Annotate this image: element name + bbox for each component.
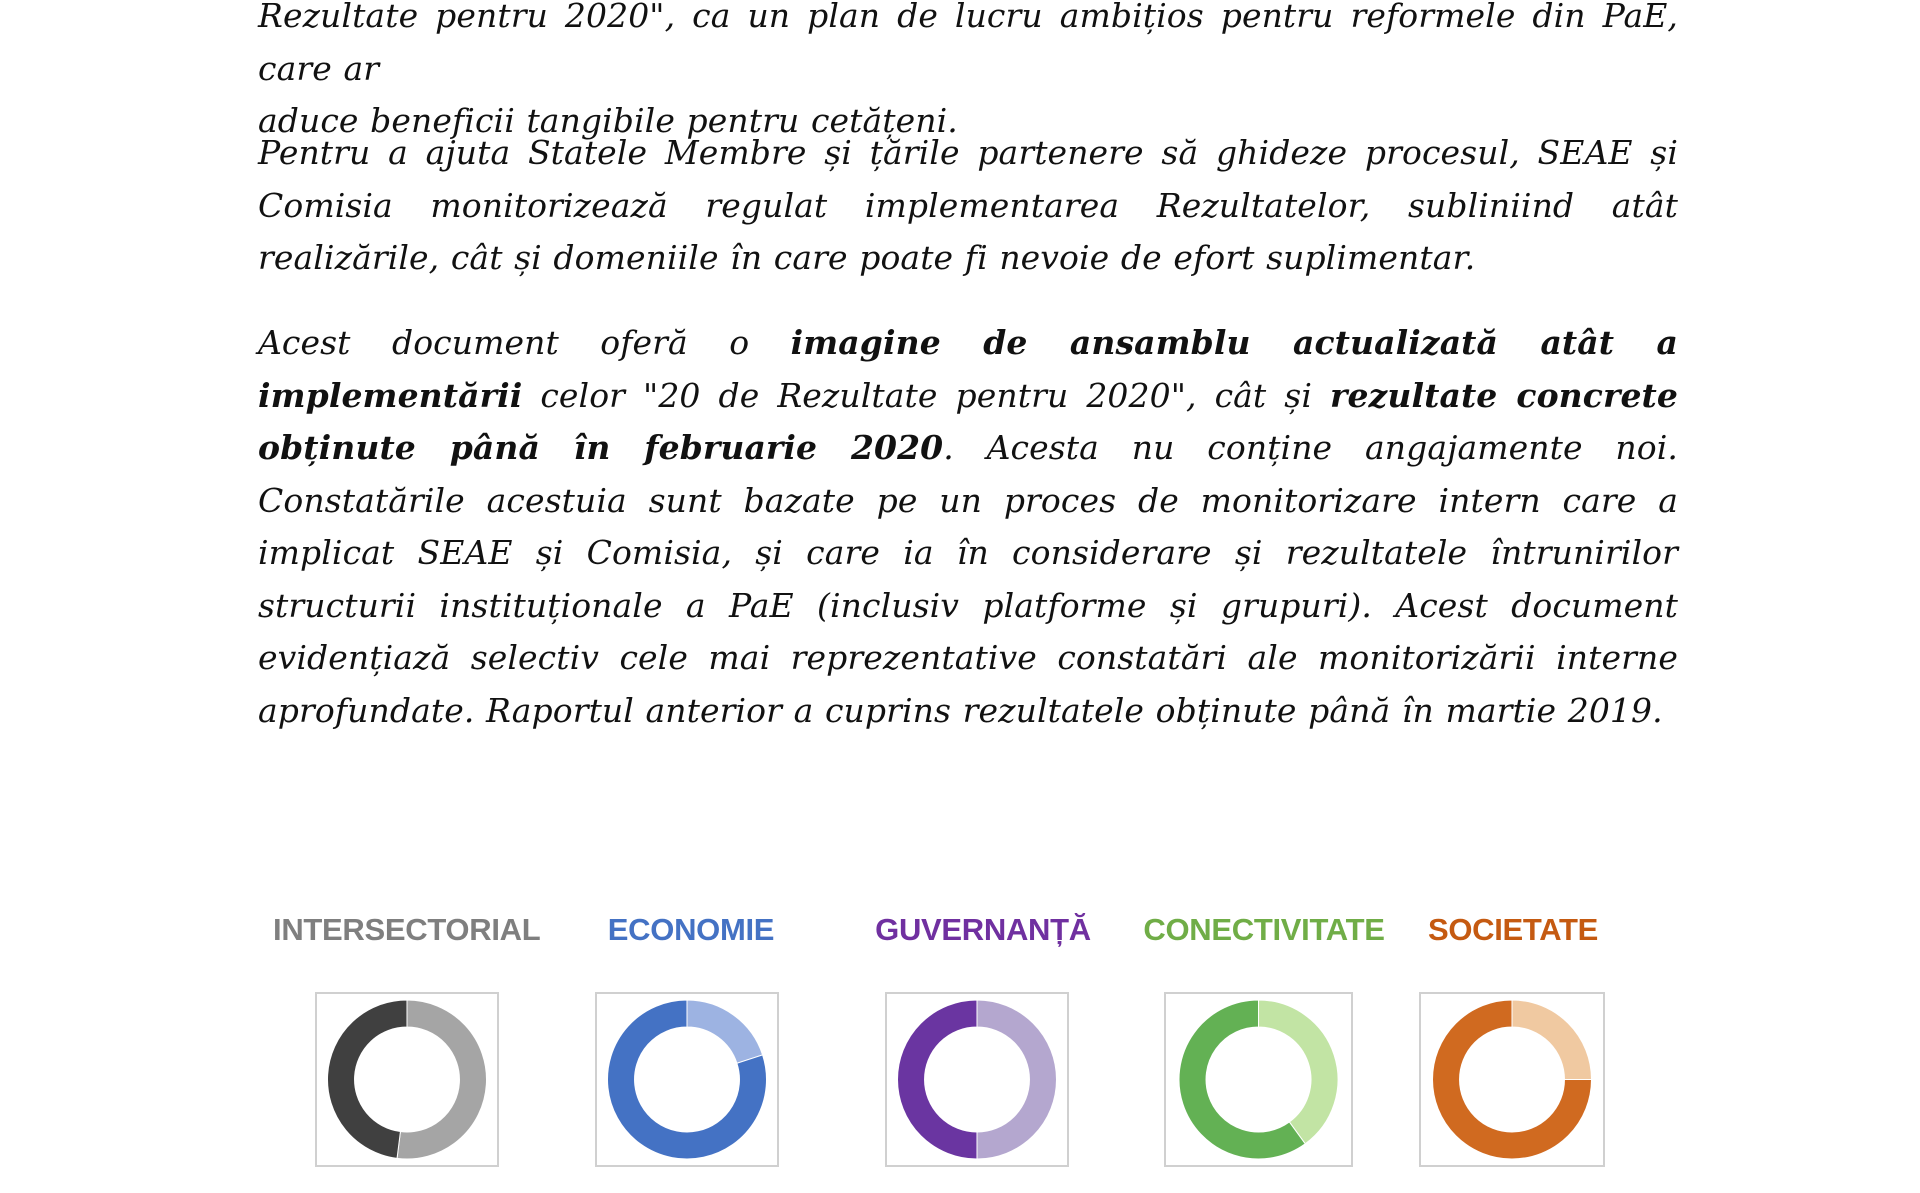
donut-slice-1 — [898, 1000, 978, 1159]
chart-title: ECONOMIE — [607, 912, 775, 947]
chart-title: GUVERNANȚĂ — [875, 912, 1091, 947]
donut-slice-0 — [977, 1000, 1057, 1159]
chart-economie — [561, 900, 821, 1193]
paragraph-text: celor "20 de Rezultate pentru 2020", cât și — [522, 375, 1330, 415]
donut-slice-0 — [397, 1000, 486, 1159]
donut-slice-1 — [327, 1000, 407, 1158]
donut-chart-frame — [315, 992, 499, 1167]
donut-chart — [1166, 994, 1351, 1165]
donut-chart-frame — [885, 992, 1069, 1167]
donut-chart — [317, 994, 497, 1165]
donut-chart — [1421, 994, 1603, 1165]
chart-intersectorial — [273, 900, 541, 1193]
chart-title: SOCIETATE — [1427, 912, 1599, 947]
donut-chart-frame — [595, 992, 779, 1167]
paragraph-bold-text: imagine de ansamblu actualizată atât a implementării — [258, 323, 1679, 415]
chart-conectivitate — [1134, 900, 1394, 1193]
paragraph-intro-end — [258, 0, 1678, 148]
donut-slice-0 — [687, 1000, 763, 1063]
donut-slice-0 — [1259, 1000, 1339, 1144]
paragraph-bold-text: rezultate concrete obținute până în februarie 2020 — [258, 375, 1678, 467]
paragraph-text: . Acesta nu conține angajamente noi. Constatările acestuia sunt bazate pe un proces de monitorizare intern care a implicat SEAE și Comisia, și care ia în considerare și rezultatele întrunirilor structurii instituționale a PaE (inclusiv platforme și grupuri). Acest document evidențiază selectiv cele mai reprezentative constatări ale monitorizării interne aprofundate. Raportul anterior a cuprins rezultatele obținute până în martie 2019. — [258, 428, 1678, 730]
paragraph-text: Acest document oferă o — [258, 323, 791, 362]
chart-title: INTERSECTORIAL — [273, 912, 541, 947]
donut-slice-0 — [1512, 1000, 1592, 1080]
chart-guvernanta — [853, 900, 1113, 1193]
chart-title: CONECTIVITATE — [1143, 912, 1385, 947]
donut-chart — [887, 994, 1067, 1165]
category-charts-row — [0, 900, 1920, 1193]
donut-chart — [597, 994, 777, 1165]
chart-societate — [1383, 900, 1643, 1193]
paragraph-line: Rezultate pentru 2020", ca un plan de lucru ambițios pentru reformele din PaE, care ar — [258, 0, 1678, 88]
paragraph-monitoring: Pentru a ajuta Statele Membre și țările partenere să ghideze procesul, SEAE și Comisia monitorizează regulat implementarea Rezultatelor, subliniind atât realizările, cât și domeniile în care poate fi nevoie de efort suplimentar. — [258, 133, 1678, 277]
donut-chart-frame — [1164, 992, 1353, 1167]
paragraph-line: aduce beneficii tangibile pentru cetățeni. — [258, 101, 958, 140]
paragraph-document-overview — [258, 317, 1678, 737]
donut-chart-frame — [1419, 992, 1605, 1167]
